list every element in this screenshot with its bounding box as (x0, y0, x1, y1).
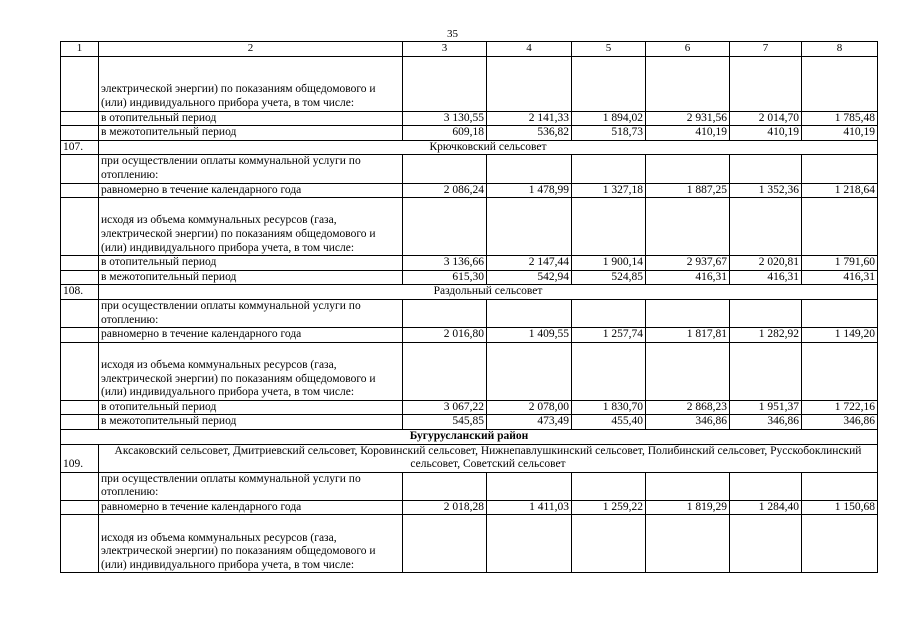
table-row (61, 299, 878, 327)
value-cell: 410,19 (730, 126, 802, 141)
table-row (61, 415, 878, 430)
value-cell: 3 136,66 (403, 256, 487, 271)
value-cell: 2 937,67 (646, 256, 730, 271)
tariff-table (60, 41, 878, 573)
row-label: равномерно в течение календарного года (99, 500, 403, 515)
row-number: 108. (61, 285, 99, 300)
value-cell: 2 868,23 (646, 400, 730, 415)
value-cell: 1 257,74 (572, 328, 646, 343)
value-cell: 1 900,14 (572, 256, 646, 271)
row-label: в отопительный период (99, 256, 403, 271)
value-cell: 3 130,55 (403, 111, 487, 126)
row-label: исходя из объема коммунальных ресурсов (газа, электрической энергии) по показаниям общедомового и (или) индивидуального прибора учета, в том числе: (99, 515, 403, 573)
value-cell: 2 078,00 (487, 400, 572, 415)
settlement-name: Крючковский сельсовет (99, 140, 878, 155)
row-label: при осуществлении оплаты коммунальной услуги по отоплению: (99, 299, 403, 327)
value-cell: 1 282,92 (730, 328, 802, 343)
table-row (61, 198, 878, 256)
value-cell: 2 147,44 (487, 256, 572, 271)
value-cell: 1 411,03 (487, 500, 572, 515)
value-cell: 542,94 (487, 270, 572, 285)
table-row (61, 270, 878, 285)
value-cell: 1 352,36 (730, 183, 802, 198)
value-cell: 609,18 (403, 126, 487, 141)
settlement-row (61, 285, 878, 300)
table-row (61, 126, 878, 141)
table-row (61, 400, 878, 415)
row-label: исходя из объема коммунальных ресурсов (газа, электрической энергии) по показаниям общедомового и (или) индивидуального прибора учета, в том числе: (99, 198, 403, 256)
value-cell: 524,85 (572, 270, 646, 285)
value-cell: 1 887,25 (646, 183, 730, 198)
row-number: 107. (61, 140, 99, 155)
table-row (61, 183, 878, 198)
value-cell: 1 830,70 (572, 400, 646, 415)
value-cell: 2 086,24 (403, 183, 487, 198)
district-row (61, 429, 878, 444)
value-cell: 416,31 (730, 270, 802, 285)
value-cell: 2 014,70 (730, 111, 802, 126)
value-cell: 3 067,22 (403, 400, 487, 415)
header-cell: 8 (802, 42, 878, 57)
value-cell: 1 478,99 (487, 183, 572, 198)
header-cell: 4 (487, 42, 572, 57)
table-row (61, 256, 878, 271)
settlement-row (61, 140, 878, 155)
value-cell: 2 016,80 (403, 328, 487, 343)
value-cell: 416,31 (802, 270, 878, 285)
value-cell: 1 218,64 (802, 183, 878, 198)
header-cell: 3 (403, 42, 487, 57)
value-cell: 1 894,02 (572, 111, 646, 126)
row-label: равномерно в течение календарного года (99, 328, 403, 343)
table-row (61, 500, 878, 515)
row-label: электрической энергии) по показаниям общедомового и (или) индивидуального прибора учета, в том числе: (99, 56, 403, 111)
value-cell: 1 149,20 (802, 328, 878, 343)
row-label: в межотопительный период (99, 270, 403, 285)
table-row (61, 515, 878, 573)
value-cell: 1 284,40 (730, 500, 802, 515)
value-cell: 346,86 (730, 415, 802, 430)
row-label: равномерно в течение календарного года (99, 183, 403, 198)
header-cell: 6 (646, 42, 730, 57)
header-cell: 1 (61, 42, 99, 57)
settlement-row (61, 444, 878, 472)
row-number: 109. (61, 444, 99, 472)
value-cell: 2 020,81 (730, 256, 802, 271)
value-cell: 545,85 (403, 415, 487, 430)
value-cell: 1 327,18 (572, 183, 646, 198)
district-name: Бугурусланский район (61, 429, 878, 444)
row-label: исходя из объема коммунальных ресурсов (газа, электрической энергии) по показаниям общедомового и (или) индивидуального прибора учета, в том числе: (99, 342, 403, 400)
value-cell: 518,73 (572, 126, 646, 141)
value-cell: 2 931,56 (646, 111, 730, 126)
value-cell: 410,19 (802, 126, 878, 141)
value-cell: 1 409,55 (487, 328, 572, 343)
value-cell: 416,31 (646, 270, 730, 285)
table-row (61, 328, 878, 343)
table-row (61, 155, 878, 183)
row-label: в отопительный период (99, 111, 403, 126)
header-cell: 7 (730, 42, 802, 57)
value-cell: 1 791,60 (802, 256, 878, 271)
value-cell: 536,82 (487, 126, 572, 141)
value-cell: 1 722,16 (802, 400, 878, 415)
table-row (61, 472, 878, 500)
table-row (61, 56, 878, 111)
value-cell: 346,86 (802, 415, 878, 430)
settlement-name: Раздольный сельсовет (99, 285, 878, 300)
value-cell: 1 817,81 (646, 328, 730, 343)
row-label: в межотопительный период (99, 126, 403, 141)
value-cell: 410,19 (646, 126, 730, 141)
value-cell: 1 785,48 (802, 111, 878, 126)
value-cell: 1 259,22 (572, 500, 646, 515)
value-cell: 455,40 (572, 415, 646, 430)
header-cell: 5 (572, 42, 646, 57)
value-cell: 1 951,37 (730, 400, 802, 415)
value-cell: 346,86 (646, 415, 730, 430)
page-number: 35 (447, 28, 458, 40)
header-row (61, 42, 878, 57)
header-cell: 2 (99, 42, 403, 57)
row-label: при осуществлении оплаты коммунальной услуги по отоплению: (99, 472, 403, 500)
row-label: в отопительный период (99, 400, 403, 415)
value-cell: 473,49 (487, 415, 572, 430)
settlement-name: Аксаковский сельсовет, Дмитриевский сельсовет, Коровинский сельсовет, Нижнепавлушкинский сельсовет, Полибинский сельсовет, Русскобоклинский сельсовет, Советский сельсовет (99, 444, 878, 472)
value-cell: 615,30 (403, 270, 487, 285)
value-cell: 2 018,28 (403, 500, 487, 515)
value-cell: 2 141,33 (487, 111, 572, 126)
row-label: при осуществлении оплаты коммунальной услуги по отоплению: (99, 155, 403, 183)
value-cell: 1 150,68 (802, 500, 878, 515)
row-label: в межотопительный период (99, 415, 403, 430)
value-cell: 1 819,29 (646, 500, 730, 515)
table-row (61, 111, 878, 126)
table-row (61, 342, 878, 400)
